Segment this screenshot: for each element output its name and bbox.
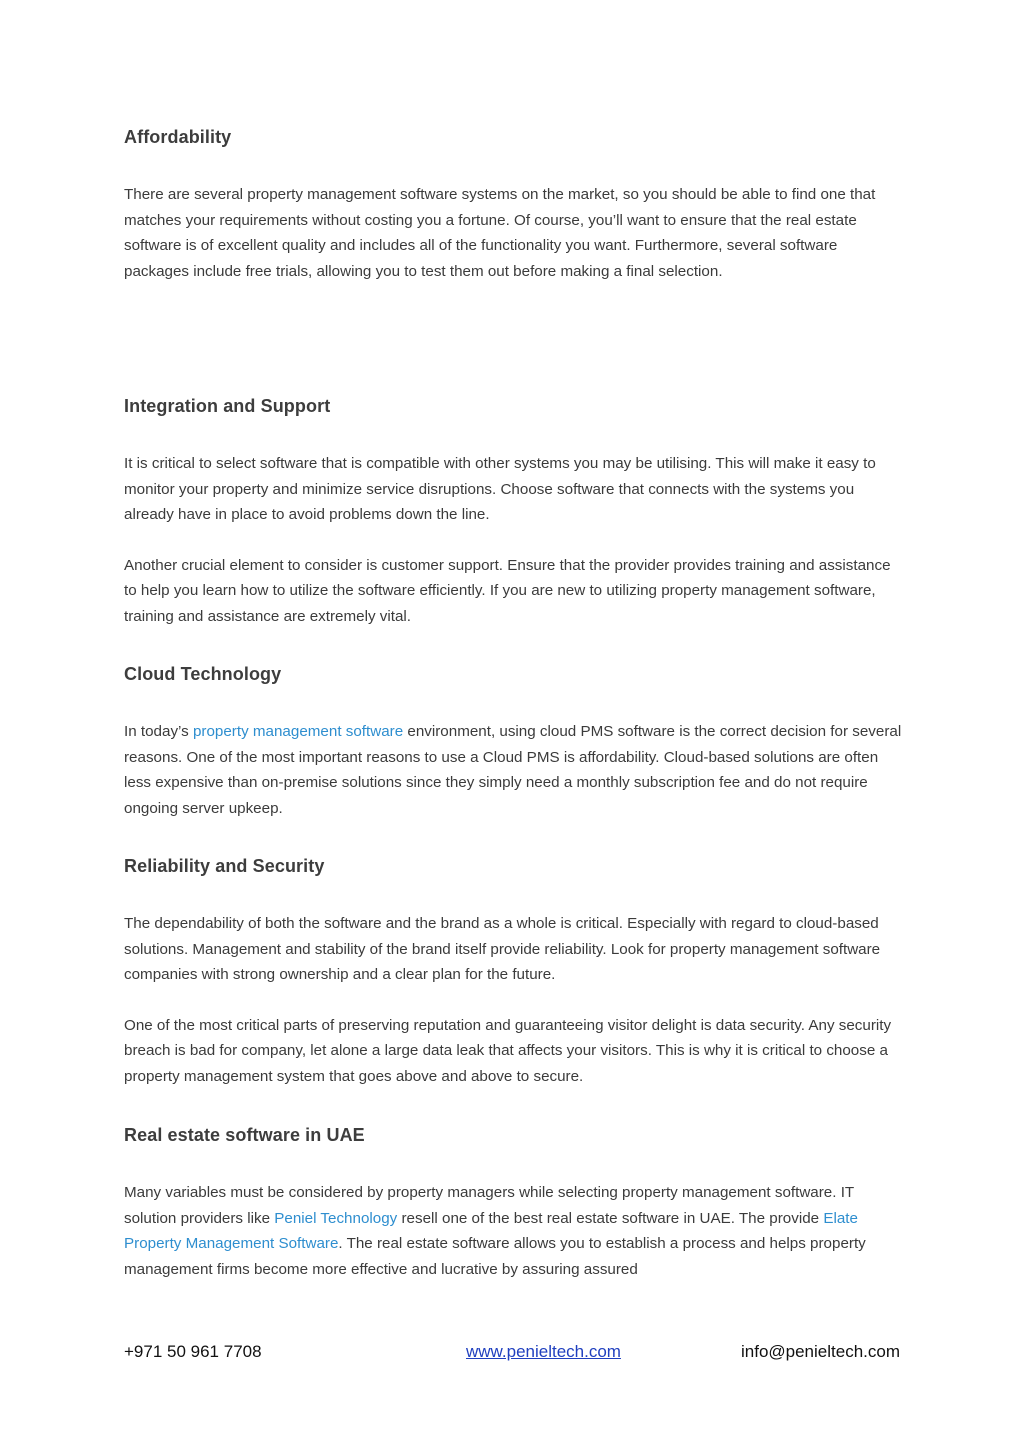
paragraph-text: Another crucial element to consider is customer support. Ensure that the provider provides training and assistance to help you learn how to utilize the software efficiently. If you are new to utilizing property management software, training and assistance are extremely vital. — [124, 556, 891, 625]
paragraph — [124, 1013, 904, 1090]
paragraph-text: The dependability of both the software and the brand as a whole is critical. Especially with regard to cloud-based solutions. Management and stability of the brand itself provide reliability. Look for property management software companies with strong ownership and a clear plan for the future. — [124, 915, 881, 983]
paragraph-text: environment, using cloud PMS software is the correct decision for several reasons. One of the most important reasons to use a Cloud PMS is affordability. Cloud-based solutions are often less expensive than on-premise solutions since they simply need a monthly subscription fee and do not require ongoing server upkeep. — [124, 723, 902, 817]
paragraph — [124, 1180, 904, 1282]
paragraph-text: In today’s — [124, 723, 193, 740]
paragraph — [124, 553, 904, 630]
paragraph-text: There are several property management software systems on the market, so you should be able to find one that matches your requirements without costing you a fortune. Of course, you’ll want to ensure that the real estate software is of excellent quality and includes all of the functionality you want. Furthermore, several software packages include free trials, allowing you to test them out before making a final selection. — [124, 186, 876, 280]
section-integration-support — [124, 394, 904, 629]
section-affordability — [124, 125, 904, 284]
page-footer — [124, 1338, 900, 1366]
paragraph — [124, 719, 904, 821]
paragraph — [124, 182, 904, 284]
section-heading: Real estate software in UAE — [124, 1125, 365, 1145]
elate-software-link[interactable]: Elate Property Management Software — [124, 1209, 858, 1252]
paragraph — [124, 911, 904, 988]
paragraph-text: It is critical to select software that is compatible with other systems you may be utilising. This will make it easy to monitor your property and minimize service disruptions. Choose software that connects with the systems you already have in place to avoid problems down the line. — [124, 455, 876, 523]
footer-email: info@penieltech.com — [740, 1342, 900, 1361]
section-heading: Integration and Support — [124, 396, 331, 416]
peniel-technology-link[interactable]: Peniel Technology — [274, 1209, 398, 1227]
section-heading: Reliability and Security — [124, 856, 325, 876]
property-management-software-link[interactable]: property management software — [192, 723, 404, 740]
section-heading: Cloud Technology — [124, 664, 282, 684]
paragraph-text: Many variables must be considered by property managers while selecting property management software. IT solution providers like — [124, 1184, 854, 1227]
footer-phone: +971 50 961 7708 — [124, 1342, 262, 1361]
paragraph-text: resell one of the best real estate software in UAE. The provide — [397, 1209, 824, 1227]
footer-website-link[interactable]: www.penieltech.com — [466, 1342, 621, 1361]
paragraph-text: One of the most critical parts of preserving reputation and guaranteeing visitor delight is data security. Any security breach is bad for company, let alone a large data leak that affects your visitors. This is why it is critical to choose a property management system that goes above and above to secure. — [124, 1016, 892, 1085]
paragraph — [124, 451, 904, 528]
section-cloud-technology — [124, 662, 904, 821]
section-reliability-security — [124, 854, 904, 1089]
section-real-estate-uae — [124, 1123, 904, 1282]
section-heading: Affordability — [124, 127, 232, 147]
paragraph-text: . The real estate software allows you to establish a process and helps property management firms become more effective and lucrative by assuring assured — [124, 1235, 866, 1278]
